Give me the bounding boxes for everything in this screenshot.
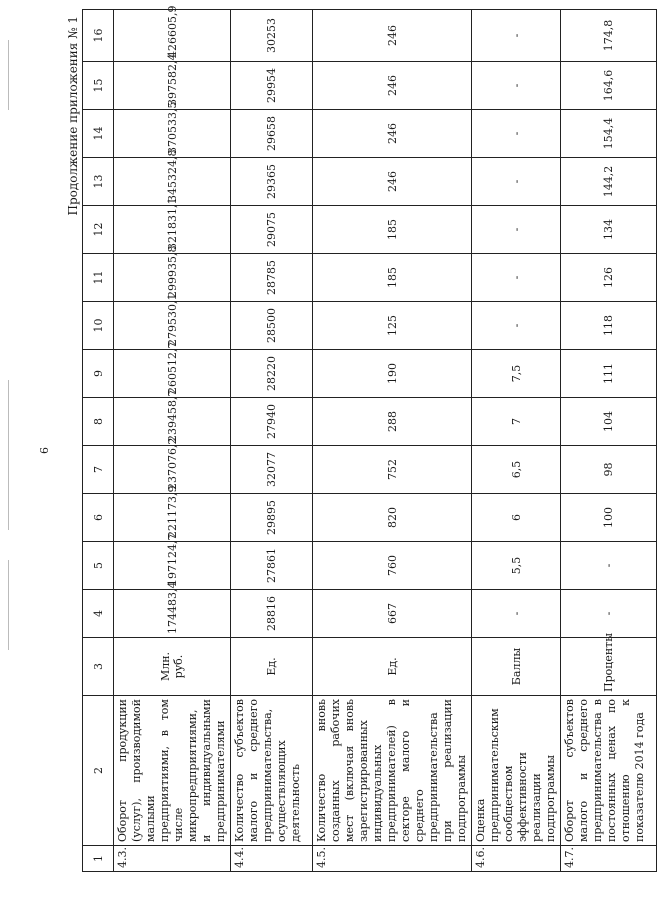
value-cell: 104 (561, 398, 657, 446)
value-cell: 164,6 (561, 62, 657, 110)
margin-line-top (8, 40, 9, 110)
value-cell: 29658 (231, 110, 313, 158)
value-cell: 118 (561, 302, 657, 350)
value-cell: 370533,5 (114, 110, 231, 158)
header-cell: 1 (83, 846, 114, 872)
value-cell: - (472, 62, 561, 110)
header-cell: 3 (83, 638, 114, 696)
value-cell: 279530,1 (114, 302, 231, 350)
value-cell: - (472, 254, 561, 302)
value-cell: 28785 (231, 254, 313, 302)
value-cell: 820 (313, 494, 472, 542)
rotated-page (64, 5, 657, 872)
table-row (231, 10, 313, 872)
value-cell: 321831,1 (114, 206, 231, 254)
indicator-name: Оборот продукции (услуг), производимой малыми предприятиями, в том числе микропредприятиями, и индивидуальными предпринимателями (114, 696, 231, 846)
value-cell: 246 (313, 62, 472, 110)
value-cell: 134 (561, 206, 657, 254)
indicator-name: Количество вновь созданных рабочих мест (включая вновь зарегистрированных индивидуальных предпринимателей) в секторе малого и среднего предпринимательства при реализации подпрограммы (313, 696, 472, 846)
value-cell: - (472, 302, 561, 350)
value-cell: 27861 (231, 542, 313, 590)
row-number: 4.3. (114, 846, 231, 872)
header-cell: 12 (83, 206, 114, 254)
value-cell: 190 (313, 350, 472, 398)
value-cell: - (472, 590, 561, 638)
indicator-name: Количество субъектов малого и среднего предпринимательства, осуществляющих деятельность (231, 696, 313, 846)
value-cell: 299935,8 (114, 254, 231, 302)
value-cell: 28500 (231, 302, 313, 350)
value-cell: 667 (313, 590, 472, 638)
value-cell: 260512,7 (114, 350, 231, 398)
value-cell: 246 (313, 110, 472, 158)
value-cell: 29365 (231, 158, 313, 206)
header-cell: 9 (83, 350, 114, 398)
value-cell: 125 (313, 302, 472, 350)
row-number: 4.4. (231, 846, 313, 872)
unit-cell: Млн. руб. (114, 638, 231, 696)
value-cell: 100 (561, 494, 657, 542)
header-row (83, 10, 114, 872)
value-cell: - (472, 158, 561, 206)
header-cell: 14 (83, 110, 114, 158)
header-cell: 2 (83, 696, 114, 846)
value-cell: 7,5 (472, 350, 561, 398)
value-cell: 5,5 (472, 542, 561, 590)
value-cell: 28816 (231, 590, 313, 638)
value-cell: 6 (472, 494, 561, 542)
unit-cell: Ед. (313, 638, 472, 696)
value-cell: 345324,8 (114, 158, 231, 206)
header-cell: 13 (83, 158, 114, 206)
unit-cell: Баллы (472, 638, 561, 696)
row-number: 4.6. (472, 846, 561, 872)
value-cell: 29895 (231, 494, 313, 542)
header-cell: 16 (83, 10, 114, 62)
header-cell: 6 (83, 494, 114, 542)
header-cell: 8 (83, 398, 114, 446)
indicator-name: Оборот субъектов малого и среднего предпринимательства в постоянных ценах по отношению к показателю 2014 года (561, 696, 657, 846)
header-cell: 15 (83, 62, 114, 110)
header-cell: 4 (83, 590, 114, 638)
table-row (313, 10, 472, 872)
value-cell: - (472, 206, 561, 254)
value-cell: 111 (561, 350, 657, 398)
value-cell: 237076,2 (114, 446, 231, 494)
margin-line-mid (8, 380, 9, 530)
value-cell: 397582,4 (114, 62, 231, 110)
table-row (114, 10, 231, 872)
value-cell: 7 (472, 398, 561, 446)
page-number: 9 (37, 447, 50, 454)
value-cell: 760 (313, 542, 472, 590)
value-cell: 246 (313, 10, 472, 62)
value-cell: 174483,4 (114, 590, 231, 638)
value-cell: 32077 (231, 446, 313, 494)
unit-cell: Ед. (231, 638, 313, 696)
value-cell: - (472, 110, 561, 158)
indicator-name: Оценка предпринимательским сообществом эффективности реализации подпрограммы (472, 696, 561, 846)
value-cell: 30253 (231, 10, 313, 62)
value-cell: 27940 (231, 398, 313, 446)
value-cell: 28220 (231, 350, 313, 398)
row-number: 4.7. (561, 846, 657, 872)
value-cell: - (561, 542, 657, 590)
header-cell: 7 (83, 446, 114, 494)
margin-line-bottom (8, 560, 9, 650)
value-cell: 29954 (231, 62, 313, 110)
header-cell: 10 (83, 302, 114, 350)
value-cell: 98 (561, 446, 657, 494)
row-number: 4.5. (313, 846, 472, 872)
value-cell: 752 (313, 446, 472, 494)
table-row (472, 10, 561, 872)
value-cell: 185 (313, 254, 472, 302)
header-cell: 5 (83, 542, 114, 590)
value-cell: 126 (561, 254, 657, 302)
value-cell: 246 (313, 158, 472, 206)
value-cell: 185 (313, 206, 472, 254)
value-cell: 426605,9 (114, 10, 231, 62)
value-cell: 174,8 (561, 10, 657, 62)
value-cell: - (472, 10, 561, 62)
value-cell: 288 (313, 398, 472, 446)
table-row (561, 10, 657, 872)
value-cell: 221173,9 (114, 494, 231, 542)
unit-cell: Проценты (561, 638, 657, 696)
appendix-caption: Продолжение приложения № 1 (66, 16, 80, 216)
value-cell: - (561, 590, 657, 638)
value-cell: 144,2 (561, 158, 657, 206)
indicators-table (82, 5, 657, 872)
value-cell: 29075 (231, 206, 313, 254)
value-cell: 6,5 (472, 446, 561, 494)
header-cell: 11 (83, 254, 114, 302)
value-cell: 154,4 (561, 110, 657, 158)
value-cell: 197124,7 (114, 542, 231, 590)
value-cell: 239458,7 (114, 398, 231, 446)
